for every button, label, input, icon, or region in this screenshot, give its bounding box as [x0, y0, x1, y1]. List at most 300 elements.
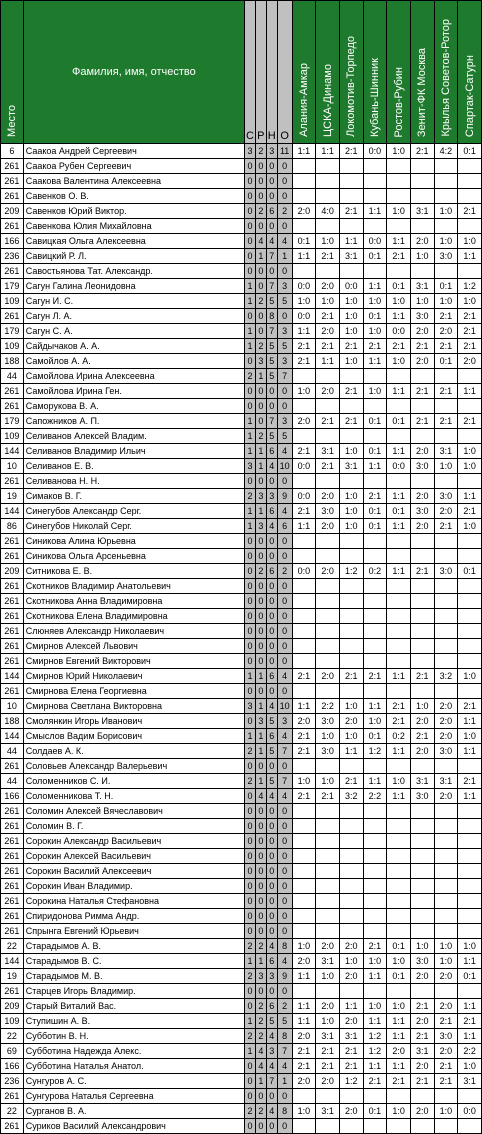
score-cell — [339, 264, 363, 279]
stat-cell: 4 — [277, 789, 292, 804]
score-cell — [458, 219, 482, 234]
name-cell: Синегубов Александр Серг. — [23, 504, 244, 519]
score-cell: 3:2 — [434, 669, 458, 684]
score-cell: 2:1 — [363, 339, 387, 354]
score-cell: 2:1 — [410, 999, 434, 1014]
place-cell: 261 — [1, 609, 24, 624]
stat-cell: 5 — [266, 774, 277, 789]
score-cell — [339, 1119, 363, 1134]
stat-cell: 3 — [255, 519, 266, 534]
stat-cell: 1 — [255, 249, 266, 264]
stat-cell: 0 — [244, 639, 255, 654]
stat-cell: 0 — [277, 849, 292, 864]
stat-cell: 0 — [266, 609, 277, 624]
stat-cell: 0 — [244, 909, 255, 924]
table-row — [1, 339, 482, 354]
score-cell: 1:1 — [458, 714, 482, 729]
stat-cell: 3 — [266, 144, 277, 159]
stat-cell: 0 — [277, 639, 292, 654]
score-cell — [292, 909, 316, 924]
score-cell — [387, 1119, 411, 1134]
score-cell — [292, 684, 316, 699]
stat-cell: 0 — [244, 894, 255, 909]
score-cell: 2:1 — [292, 729, 316, 744]
score-cell — [434, 174, 458, 189]
score-cell: 2:1 — [410, 414, 434, 429]
place-cell: 22 — [1, 1104, 24, 1119]
stat-cell: 3 — [277, 279, 292, 294]
score-cell — [363, 534, 387, 549]
score-cell: 1:1 — [316, 354, 340, 369]
stat-cell: 2 — [255, 999, 266, 1014]
score-cell: 3:1 — [434, 774, 458, 789]
name-cell: Сайдычаков А. А. — [23, 339, 244, 354]
score-cell: 2:1 — [410, 564, 434, 579]
stat-cell: 0 — [266, 549, 277, 564]
place-cell: 22 — [1, 939, 24, 954]
table-row — [1, 204, 482, 219]
stat-cell: 7 — [266, 324, 277, 339]
stat-cell: 0 — [244, 1074, 255, 1089]
place-cell: 261 — [1, 924, 24, 939]
header-row — [1, 1, 482, 144]
score-cell: 1:1 — [363, 279, 387, 294]
name-cell: Сагун С. А. — [23, 324, 244, 339]
score-cell — [458, 639, 482, 654]
score-cell: 1:0 — [387, 204, 411, 219]
stat-cell: 1 — [244, 1044, 255, 1059]
score-cell: 2:0 — [292, 414, 316, 429]
score-cell — [292, 549, 316, 564]
score-cell: 2:0 — [292, 1029, 316, 1044]
table-row — [1, 699, 482, 714]
score-cell: 1:0 — [316, 294, 340, 309]
place-cell: 6 — [1, 144, 24, 159]
stat-cell: 0 — [255, 804, 266, 819]
stat-cell: 5 — [266, 1014, 277, 1029]
score-cell: 1:2 — [363, 1029, 387, 1044]
score-cell: 2:0 — [434, 1044, 458, 1059]
stat-cell: 0 — [244, 849, 255, 864]
score-cell: 0:1 — [387, 279, 411, 294]
stat-cell: 7 — [266, 279, 277, 294]
score-cell — [292, 1089, 316, 1104]
stat-cell: 1 — [244, 414, 255, 429]
place-cell: 261 — [1, 474, 24, 489]
table-row — [1, 564, 482, 579]
score-cell: 1:1 — [292, 249, 316, 264]
score-cell — [292, 804, 316, 819]
score-cell — [363, 879, 387, 894]
table-row — [1, 624, 482, 639]
score-cell: 2:0 — [316, 519, 340, 534]
score-cell: 1:0 — [339, 729, 363, 744]
score-cell: 1:1 — [387, 1029, 411, 1044]
score-cell: 1:0 — [387, 999, 411, 1014]
name-cell: Смирнова Светлана Викторовна — [23, 699, 244, 714]
score-cell: 1:0 — [363, 384, 387, 399]
score-cell — [458, 834, 482, 849]
score-cell: 2:1 — [410, 384, 434, 399]
name-cell: Селиванов Владимир Ильич — [23, 444, 244, 459]
score-cell: 0:1 — [387, 504, 411, 519]
score-cell: 2:2 — [458, 1044, 482, 1059]
stat-cell: 0 — [244, 804, 255, 819]
score-cell: 1:1 — [292, 1014, 316, 1029]
place-cell: 261 — [1, 594, 24, 609]
score-cell: 2:1 — [458, 699, 482, 714]
table-row — [1, 954, 482, 969]
score-cell — [363, 594, 387, 609]
header-match: Крылья Советов-Ротор — [434, 1, 458, 144]
stat-cell: 0 — [277, 609, 292, 624]
score-cell — [339, 924, 363, 939]
score-cell: 2:1 — [434, 309, 458, 324]
stat-cell: 1 — [244, 444, 255, 459]
table-row — [1, 969, 482, 984]
score-cell — [363, 429, 387, 444]
stat-cell: 2 — [277, 564, 292, 579]
stat-cell: 0 — [266, 189, 277, 204]
score-cell — [363, 399, 387, 414]
score-cell — [410, 654, 434, 669]
score-cell — [458, 189, 482, 204]
place-cell: 236 — [1, 249, 24, 264]
stat-cell: 2 — [244, 744, 255, 759]
score-cell: 2:1 — [339, 774, 363, 789]
stat-cell: 0 — [255, 684, 266, 699]
score-cell: 1:0 — [339, 294, 363, 309]
place-cell: 19 — [1, 489, 24, 504]
score-cell — [387, 399, 411, 414]
score-cell — [292, 534, 316, 549]
table-row — [1, 174, 482, 189]
score-cell — [339, 639, 363, 654]
stat-cell: 1 — [255, 369, 266, 384]
score-cell — [292, 189, 316, 204]
stat-cell: 0 — [266, 759, 277, 774]
table-row — [1, 1014, 482, 1029]
stat-cell: 2 — [255, 339, 266, 354]
stat-cell: 3 — [266, 489, 277, 504]
score-cell: 1:0 — [434, 939, 458, 954]
score-cell: 2:0 — [410, 324, 434, 339]
score-cell: 2:0 — [410, 489, 434, 504]
score-cell: 3:1 — [410, 1044, 434, 1059]
stat-cell: 4 — [266, 1104, 277, 1119]
stat-cell: 4 — [277, 729, 292, 744]
name-cell: Суриков Василий Александрович — [23, 1119, 244, 1134]
stat-cell: 3 — [244, 144, 255, 159]
place-cell: 179 — [1, 279, 24, 294]
score-cell: 1:0 — [410, 249, 434, 264]
name-cell: Сагун Л. А. — [23, 309, 244, 324]
name-cell: Савенкова Юлия Михайловна — [23, 219, 244, 234]
score-cell: 2:0 — [410, 354, 434, 369]
place-cell: 19 — [1, 969, 24, 984]
stat-cell: 0 — [277, 819, 292, 834]
header-name: Фамилия, имя, отчество — [23, 1, 244, 144]
score-cell: 2:1 — [339, 669, 363, 684]
place-cell: 188 — [1, 714, 24, 729]
score-cell: 1:1 — [387, 1059, 411, 1074]
score-cell: 1:0 — [410, 294, 434, 309]
stat-cell: 0 — [244, 264, 255, 279]
score-cell: 3:1 — [339, 459, 363, 474]
score-cell — [339, 684, 363, 699]
score-cell — [292, 609, 316, 624]
score-cell — [316, 534, 340, 549]
score-cell — [434, 834, 458, 849]
score-cell — [410, 684, 434, 699]
score-cell: 1:0 — [316, 969, 340, 984]
score-cell: 1:1 — [292, 324, 316, 339]
stat-cell: 0 — [244, 204, 255, 219]
score-cell: 0:0 — [387, 459, 411, 474]
score-cell — [458, 684, 482, 699]
stat-cell: 1 — [255, 744, 266, 759]
score-cell — [292, 579, 316, 594]
name-cell: Синегубов Николай Серг. — [23, 519, 244, 534]
table-row — [1, 774, 482, 789]
score-cell: 1:1 — [292, 969, 316, 984]
place-cell: 144 — [1, 444, 24, 459]
score-cell — [292, 639, 316, 654]
stat-cell: 7 — [277, 774, 292, 789]
stat-cell: 0 — [244, 1089, 255, 1104]
score-cell — [292, 369, 316, 384]
name-cell: Спиридонова Римма Андр. — [23, 909, 244, 924]
score-cell: 1:0 — [387, 354, 411, 369]
stat-cell: 5 — [266, 294, 277, 309]
stat-cell: 0 — [277, 594, 292, 609]
place-cell: 261 — [1, 399, 24, 414]
score-cell: 1:0 — [339, 444, 363, 459]
score-cell: 2:1 — [387, 699, 411, 714]
score-cell — [434, 654, 458, 669]
table-row — [1, 744, 482, 759]
score-cell — [292, 399, 316, 414]
score-cell — [292, 759, 316, 774]
score-cell — [316, 624, 340, 639]
stat-cell: 0 — [266, 639, 277, 654]
stat-cell: 0 — [244, 474, 255, 489]
score-cell — [363, 549, 387, 564]
score-cell — [387, 1089, 411, 1104]
score-cell — [458, 174, 482, 189]
score-cell: 2:1 — [292, 504, 316, 519]
score-cell: 2:0 — [458, 354, 482, 369]
stat-cell: 8 — [277, 1104, 292, 1119]
score-cell — [410, 834, 434, 849]
name-cell: Смирнова Елена Георгиевна — [23, 684, 244, 699]
place-cell: 261 — [1, 549, 24, 564]
stat-cell: 0 — [266, 684, 277, 699]
stat-cell: 6 — [266, 204, 277, 219]
name-cell: Сунгуров А. С. — [23, 1074, 244, 1089]
stat-cell: 0 — [277, 894, 292, 909]
score-cell: 1:0 — [363, 324, 387, 339]
header-place: Место — [1, 1, 24, 144]
score-cell: 0:1 — [434, 354, 458, 369]
score-cell: 2:0 — [292, 954, 316, 969]
name-cell: Савенков Юрий Виктор. — [23, 204, 244, 219]
stat-cell: 0 — [255, 279, 266, 294]
score-cell — [316, 1089, 340, 1104]
score-cell: 2:1 — [458, 1014, 482, 1029]
score-cell: 2:0 — [410, 234, 434, 249]
stat-cell: 0 — [244, 579, 255, 594]
score-cell: 1:1 — [363, 969, 387, 984]
name-cell: Саакоа Рубен Сергеевич — [23, 159, 244, 174]
score-cell — [410, 909, 434, 924]
score-cell — [434, 804, 458, 819]
stat-cell: 0 — [255, 384, 266, 399]
score-cell — [292, 219, 316, 234]
score-cell: 0:0 — [292, 279, 316, 294]
place-cell: 261 — [1, 804, 24, 819]
score-cell: 2:0 — [339, 1014, 363, 1029]
score-cell: 1:1 — [363, 354, 387, 369]
score-cell — [316, 399, 340, 414]
stat-cell: 0 — [255, 594, 266, 609]
score-cell: 3:1 — [434, 444, 458, 459]
table-row — [1, 909, 482, 924]
name-cell: Соломенников С. И. — [23, 774, 244, 789]
score-cell: 1:0 — [458, 444, 482, 459]
stat-cell: 0 — [255, 174, 266, 189]
score-cell: 1:1 — [363, 1014, 387, 1029]
score-cell: 2:1 — [410, 1074, 434, 1089]
stat-cell: 3 — [266, 969, 277, 984]
stat-cell: 5 — [266, 714, 277, 729]
stat-cell: 3 — [255, 714, 266, 729]
score-cell: 1:1 — [458, 744, 482, 759]
score-cell — [316, 549, 340, 564]
score-cell — [316, 639, 340, 654]
score-cell — [434, 909, 458, 924]
stat-cell: 1 — [255, 669, 266, 684]
score-cell — [316, 909, 340, 924]
name-cell: Сагун И. С. — [23, 294, 244, 309]
score-cell — [410, 399, 434, 414]
score-cell: 2:1 — [434, 1059, 458, 1074]
stat-cell: 0 — [266, 264, 277, 279]
stat-cell: 10 — [277, 459, 292, 474]
score-cell: 1:0 — [458, 939, 482, 954]
score-cell: 2:1 — [458, 414, 482, 429]
stat-cell: 10 — [277, 699, 292, 714]
score-cell: 2:1 — [292, 789, 316, 804]
name-cell: Сунгурова Наталья Сергеевна — [23, 1089, 244, 1104]
score-cell: 3:1 — [316, 954, 340, 969]
stat-cell: 0 — [277, 654, 292, 669]
score-cell — [387, 849, 411, 864]
place-cell: 261 — [1, 684, 24, 699]
score-cell: 3:1 — [339, 249, 363, 264]
score-cell: 1:0 — [339, 699, 363, 714]
score-cell: 1:0 — [292, 774, 316, 789]
stat-cell: 0 — [277, 384, 292, 399]
stat-cell: 0 — [277, 924, 292, 939]
score-cell: 1:1 — [363, 459, 387, 474]
stat-cell: 0 — [266, 924, 277, 939]
stat-cell: 0 — [244, 714, 255, 729]
name-cell: Синикова Алина Юрьевна — [23, 534, 244, 549]
score-cell: 1:1 — [458, 384, 482, 399]
score-cell: 1:1 — [292, 999, 316, 1014]
score-cell: 2:1 — [363, 489, 387, 504]
score-cell — [316, 1119, 340, 1134]
score-cell: 0:1 — [458, 969, 482, 984]
stat-cell: 1 — [255, 699, 266, 714]
score-cell — [316, 219, 340, 234]
score-cell — [339, 429, 363, 444]
table-row — [1, 384, 482, 399]
score-cell: 2:0 — [292, 1074, 316, 1089]
score-cell — [458, 879, 482, 894]
stat-cell: 3 — [266, 1044, 277, 1059]
score-cell: 1:2 — [458, 279, 482, 294]
score-cell — [434, 399, 458, 414]
stat-cell: 1 — [244, 669, 255, 684]
score-cell — [387, 654, 411, 669]
score-cell: 2:0 — [339, 1104, 363, 1119]
score-cell: 0:1 — [363, 1104, 387, 1119]
score-cell — [387, 759, 411, 774]
table-row — [1, 189, 482, 204]
score-cell: 2:1 — [339, 384, 363, 399]
score-cell — [434, 684, 458, 699]
stat-cell: 0 — [255, 1119, 266, 1134]
score-cell: 2:1 — [292, 444, 316, 459]
score-cell — [292, 654, 316, 669]
stat-cell: 7 — [266, 249, 277, 264]
score-cell — [363, 609, 387, 624]
stat-cell: 1 — [277, 249, 292, 264]
score-cell: 0:0 — [363, 144, 387, 159]
score-cell: 2:0 — [316, 939, 340, 954]
score-cell: 1:0 — [339, 504, 363, 519]
score-cell: 2:0 — [316, 999, 340, 1014]
stat-cell: 0 — [244, 624, 255, 639]
score-cell: 2:1 — [339, 1059, 363, 1074]
stat-cell: 0 — [255, 654, 266, 669]
table-row — [1, 879, 482, 894]
score-cell: 3:1 — [410, 774, 434, 789]
score-cell — [339, 849, 363, 864]
score-cell — [363, 624, 387, 639]
name-cell: Субботина Наталья Анатол. — [23, 1059, 244, 1074]
stat-cell: 2 — [244, 1029, 255, 1044]
stat-cell: 7 — [277, 1044, 292, 1059]
score-cell — [458, 804, 482, 819]
place-cell: 22 — [1, 1029, 24, 1044]
score-cell — [387, 984, 411, 999]
score-cell: 2:1 — [316, 789, 340, 804]
score-cell: 1:0 — [387, 774, 411, 789]
stat-cell: 1 — [244, 339, 255, 354]
table-row — [1, 504, 482, 519]
score-cell — [363, 219, 387, 234]
place-cell: 261 — [1, 189, 24, 204]
score-cell: 0:1 — [363, 444, 387, 459]
stat-cell: 0 — [266, 864, 277, 879]
score-cell: 1:0 — [387, 294, 411, 309]
stat-cell: 5 — [277, 339, 292, 354]
score-cell: 2:0 — [339, 969, 363, 984]
name-cell: Сорокин Александр Васильевич — [23, 834, 244, 849]
